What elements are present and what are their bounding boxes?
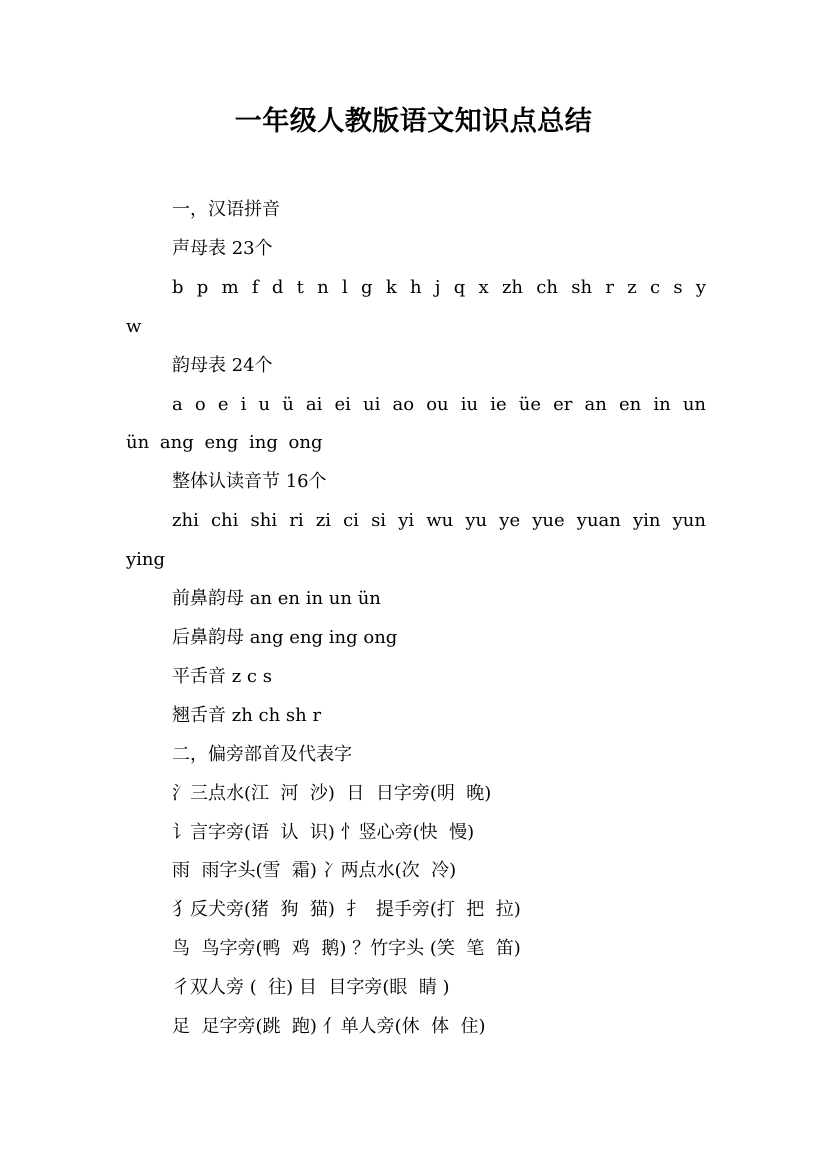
document-title: 一年级人教版语文知识点总结 [234,106,593,137]
initials-heading: 声母表 23个 [172,237,273,259]
radical-line: 雨 雨字头(雪 霜) 冫两点水(次 冷) [172,860,457,882]
whole-syllables-list: zhi chi shi ri zi ci si yi wu yu ye yue yuan yin yun ying [126,510,706,571]
radical-line: 犭反犬旁(猪 狗 猫) 扌 提手旁(打 把 拉) [172,899,521,921]
radical-line: 氵三点水(江 河 沙) 日 日字旁(明 晚) [172,782,492,804]
radical-line: 彳双人旁 ( 往) 目 目字旁(眼 睛 ) [172,977,450,999]
finals-list: a o e i u ü ai ei ui ao ou iu ie üe er an en in un ün ang eng ing ong [126,393,706,454]
initials-list: b p m f d t n l g k h j q x zh ch sh r z c s y w [126,276,706,337]
radical-line: 讠言字旁(语 认 识) 忄竖心旁(快 慢) [172,821,475,843]
section-heading-radicals: 二，偏旁部首及代表字 [172,743,352,765]
back-nasal-finals: 后鼻韵母 ang eng ing ong [172,626,398,648]
radical-line: 足 足字旁(跳 跑) 亻单人旁(休 体 住) [172,1016,486,1038]
flat-tongue-sounds: 平舌音 z c s [172,665,272,687]
section-heading-pinyin: 一，汉语拼音 [172,199,280,220]
retroflex-sounds: 翘舌音 zh ch sh r [172,704,322,726]
finals-heading: 韵母表 24个 [172,354,273,376]
radical-line: 鸟 鸟字旁(鸭 鸡 鹅) ？竹字头 (笑 笔 笛) [172,938,521,960]
front-nasal-finals: 前鼻韵母 an en in un ün [172,588,381,610]
document-body [126,191,706,1047]
whole-syllables-heading: 整体认读音节 16个 [172,471,327,493]
